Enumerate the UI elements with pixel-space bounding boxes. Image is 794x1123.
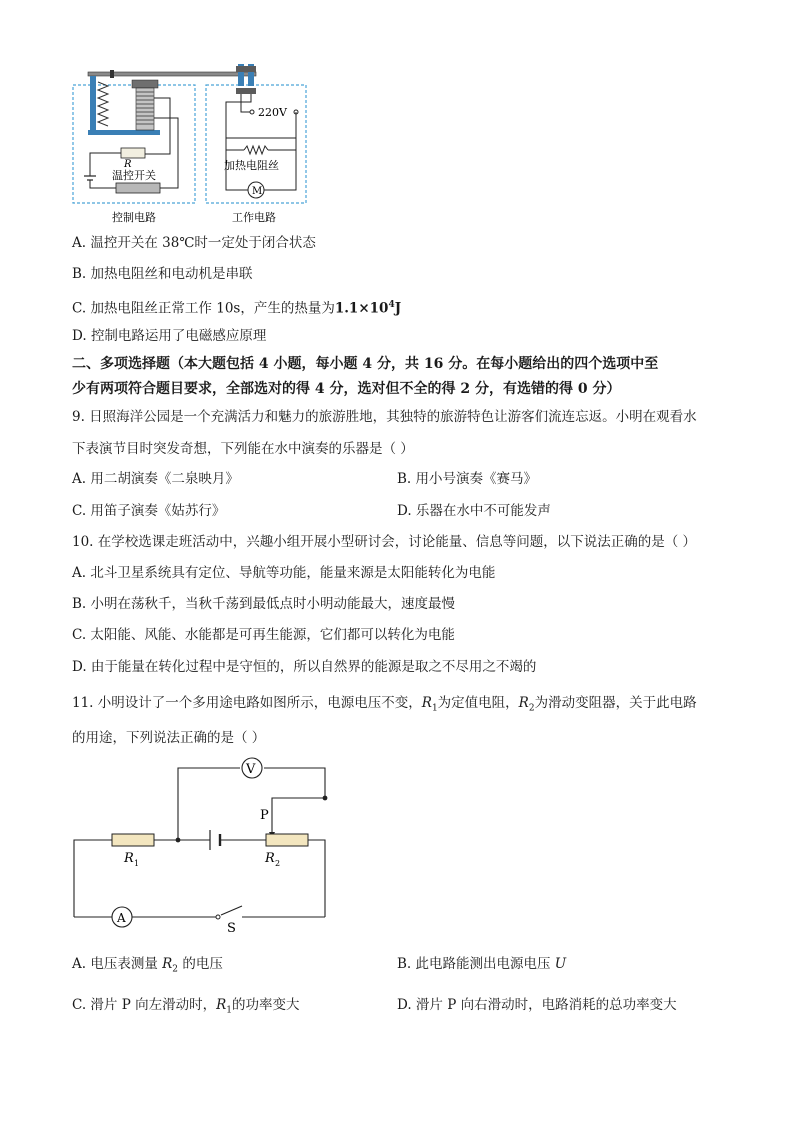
q8-option-a: A. 温控开关在 38℃时一定处于闭合状态: [72, 235, 316, 251]
q10-option-d: D. 由于能量在转化过程中是守恒的，所以自然界的能源是取之不尽用之不竭的: [72, 659, 537, 675]
q9-option-c: C. 用笛子演奏《姑苏行》: [72, 503, 226, 519]
ammeter-label: A: [117, 911, 126, 925]
resistor-r2: [266, 834, 308, 846]
thermostat-switch: [116, 183, 160, 193]
q10-option-c: C. 太阳能、风能、水能都是可再生能源，它们都可以转化为电能: [72, 627, 455, 643]
voltage-label: 220V: [258, 106, 287, 119]
q9-option-a: A. 用二胡演奏《二泉映月》: [72, 471, 239, 487]
q11-option-c: C. 滑片 P 向左滑动时，$R_1$的功率变大: [72, 997, 300, 1016]
q9-stem-line2: 下表演节目时突发奇想，下列能在水中演奏的乐器是（ ）: [72, 441, 414, 457]
voltmeter-label: V: [246, 762, 256, 777]
q9-stem-line1: 9. 日照海洋公园是一个充满活力和魅力的旅游胜地，其独特的旅游特色让游客们流连忘返。小明在观看水: [72, 409, 697, 425]
q10-option-b: B. 小明在荡秋千，当秋千荡到最低点时小明动能最大，速度最慢: [72, 596, 456, 612]
resistor-label: R: [124, 159, 132, 170]
slider-label: P: [260, 808, 269, 823]
q11-stem-line1: 11. 小明设计了一个多用途电路如图所示，电源电压不变，$R_1$为定值电阻，$R_2$为滑动变阻器，关于此电路: [72, 695, 697, 714]
armature: [132, 80, 158, 88]
q9-option-b: B. 用小号演奏《赛马》: [397, 471, 538, 487]
q11-option-a: A. 电压表测量 $R_2$ 的电压: [72, 956, 223, 975]
q10-option-a: A. 北斗卫星系统具有定位、导航等功能，能量来源是太阳能转化为电能: [72, 565, 496, 581]
section2-heading-line2: 少有两项符合题目要求，全部选对的得 4 分，选对但不全的得 2 分，有选错的得 0 分）: [72, 381, 621, 397]
heater-label: 加热电阻丝: [224, 159, 279, 172]
q10-stem: 10. 在学校选课走班活动中，兴趣小组开展小型研讨会，讨论能量、信息等问题，以下说法正确的是（ ）: [72, 534, 697, 550]
q11-stem-line2: 的用途，下列说法正确的是（ ）: [72, 730, 266, 746]
resistor-r: [121, 148, 145, 158]
q8-option-c: C. 加热电阻丝正常工作 10s，产生的热量为$1.1\times 10^4J$: [72, 300, 402, 317]
q11-option-d: D. 滑片 P 向右滑动时，电路消耗的总功率变大: [397, 997, 677, 1013]
heater-wire: [244, 146, 268, 154]
thermostat-label: 温控开关: [112, 169, 156, 182]
r2-label: R: [265, 851, 275, 866]
r2-sub: 2: [275, 859, 281, 868]
q11-option-b: B. 此电路能测出电源电压 U: [397, 956, 567, 972]
relay-circuit-figure: [60, 58, 330, 230]
r1-label: R: [124, 851, 134, 866]
switch-label: S: [227, 921, 236, 936]
base-plate: [88, 130, 160, 135]
resistor-r1: [112, 834, 154, 846]
control-caption: 控制电路: [112, 211, 156, 224]
pivot: [110, 70, 114, 78]
work-caption: 工作电路: [232, 211, 276, 224]
q8-option-d: D. 控制电路运用了电磁感应原理: [72, 328, 267, 344]
circuit-figure: [60, 752, 350, 942]
pivot-post: [90, 76, 96, 131]
motor-label: M: [252, 186, 263, 197]
spring: [98, 82, 108, 126]
r1-sub: 1: [134, 859, 140, 868]
q8-option-b: B. 加热电阻丝和电动机是串联: [72, 266, 253, 282]
q9-option-d: D. 乐器在水中不可能发声: [397, 503, 551, 519]
section2-heading-line1: 二、多项选择题（本大题包括 4 小题，每小题 4 分，共 16 分。在每小题给出的四个选项中至: [72, 356, 659, 372]
